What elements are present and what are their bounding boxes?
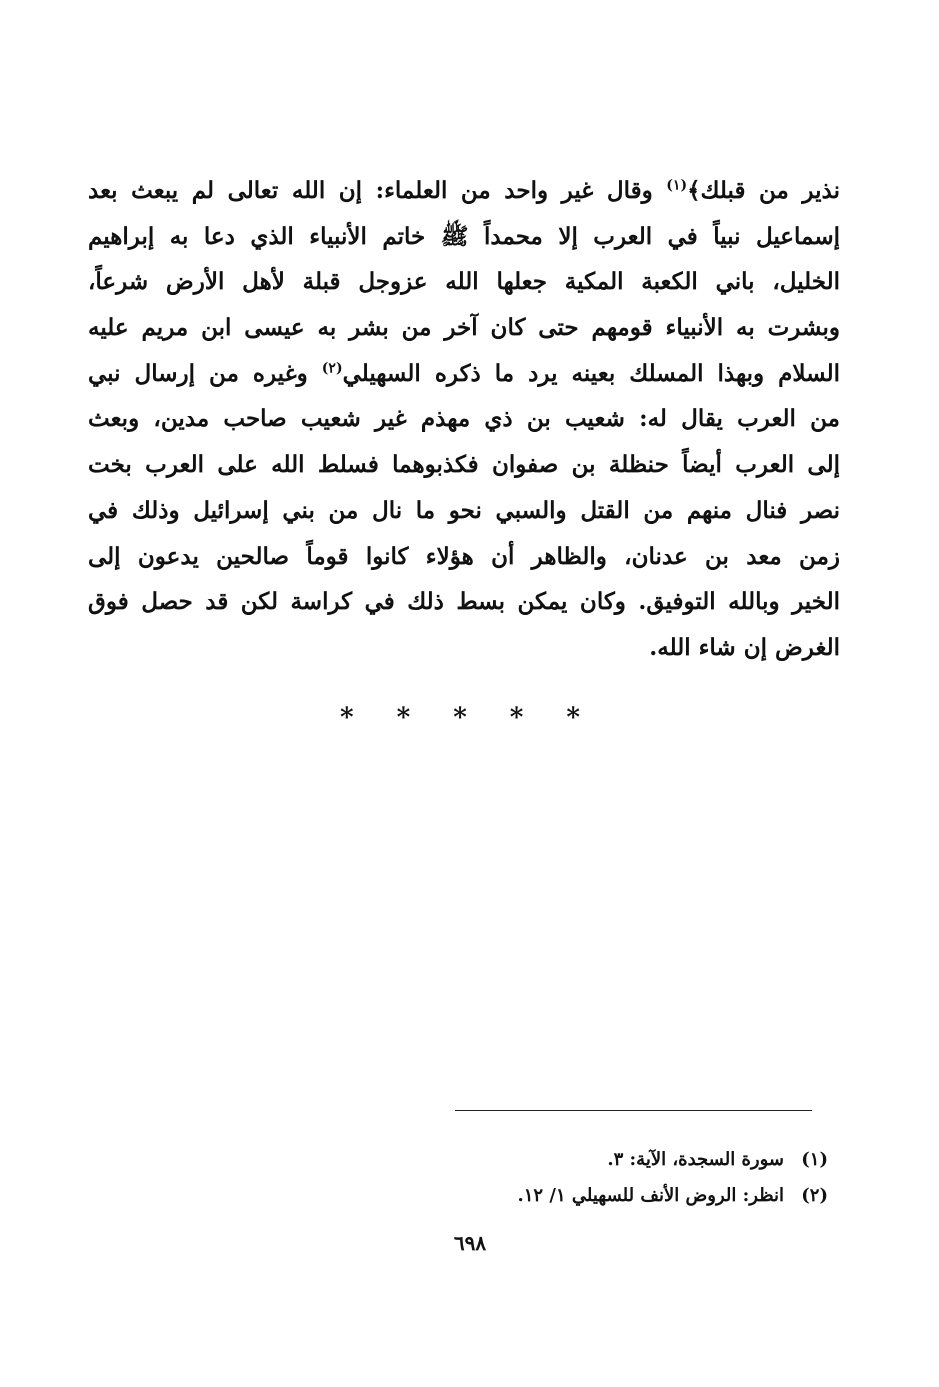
footnote-text: انظر: الروض الأنف للسهيلي ١/ ١٢. — [517, 1185, 784, 1206]
footnote-reference-1: (١) — [666, 177, 688, 194]
divider-star: * — [396, 703, 411, 733]
divider-star: * — [566, 703, 580, 733]
footnote-number: (١) — [801, 1149, 828, 1170]
text-line-1: نذير من قبلك﴾$^{(١)}$ وقال غير واحد من العلماء: إن الله تعالى لم يبعث بعد — [88, 177, 840, 204]
text-line-2: إسماعيل نبياً في العرب إلا محمداً ﷺ خاتم الأنبياء الذي دعا به إبراهيم — [88, 222, 840, 250]
divider-star: * — [453, 703, 467, 733]
footnote-number: (٢) — [801, 1185, 828, 1206]
footnote-separator — [455, 1110, 812, 1111]
text-line-3: الخليل، باني الكعبة المكية جعلها الله عزوجل قبلة لأهل الأرض شرعاً، — [88, 268, 840, 296]
main-text — [88, 168, 840, 671]
footnote-1 — [300, 1142, 828, 1178]
divider-star: * — [509, 703, 524, 733]
text-line-10: الخير وبالله التوفيق. وكان يمكن بسط ذلك في كراسة لكن قد حصل فوق — [88, 588, 840, 616]
text-line-5: السلام وبهذا المسلك بعينه يرد ما ذكره السهيلي$^{(٢)}$ وغيره من إرسال نبي — [88, 359, 840, 387]
footnote-2 — [300, 1178, 828, 1214]
text-line-7: إلى العرب أيضاً حنظلة بن صفوان فكذبوهما فسلط الله على العرب بخت — [88, 451, 840, 479]
text-line-4: وبشرت به الأنبياء قومهم حتى كان آخر من بشر به عيسى ابن مريم عليه — [88, 314, 840, 342]
text-line-8: نصر فنال منهم من القتل والسبي نحو ما نال من بني إسرائيل وذلك في — [88, 496, 840, 524]
footnote-reference-2: (٢) — [321, 360, 343, 377]
page-number: ٦٩٨ — [453, 1231, 487, 1255]
footnote-text: سورة السجدة، الآية: ٣. — [607, 1149, 784, 1170]
divider-star: * — [340, 703, 354, 733]
text-line-11: الغرض إن شاء الله. — [649, 633, 840, 661]
section-divider — [340, 700, 580, 736]
text-line-6: من العرب يقال له: شعيب بن ذي مهذم غير شعيب صاحب مدين، وبعث — [88, 405, 840, 433]
footnotes — [300, 1142, 828, 1214]
text-line-9: زمن معد بن عدنان، والظاهر أن هؤلاء كانوا قوماً صالحين يدعون إلى — [88, 542, 840, 570]
